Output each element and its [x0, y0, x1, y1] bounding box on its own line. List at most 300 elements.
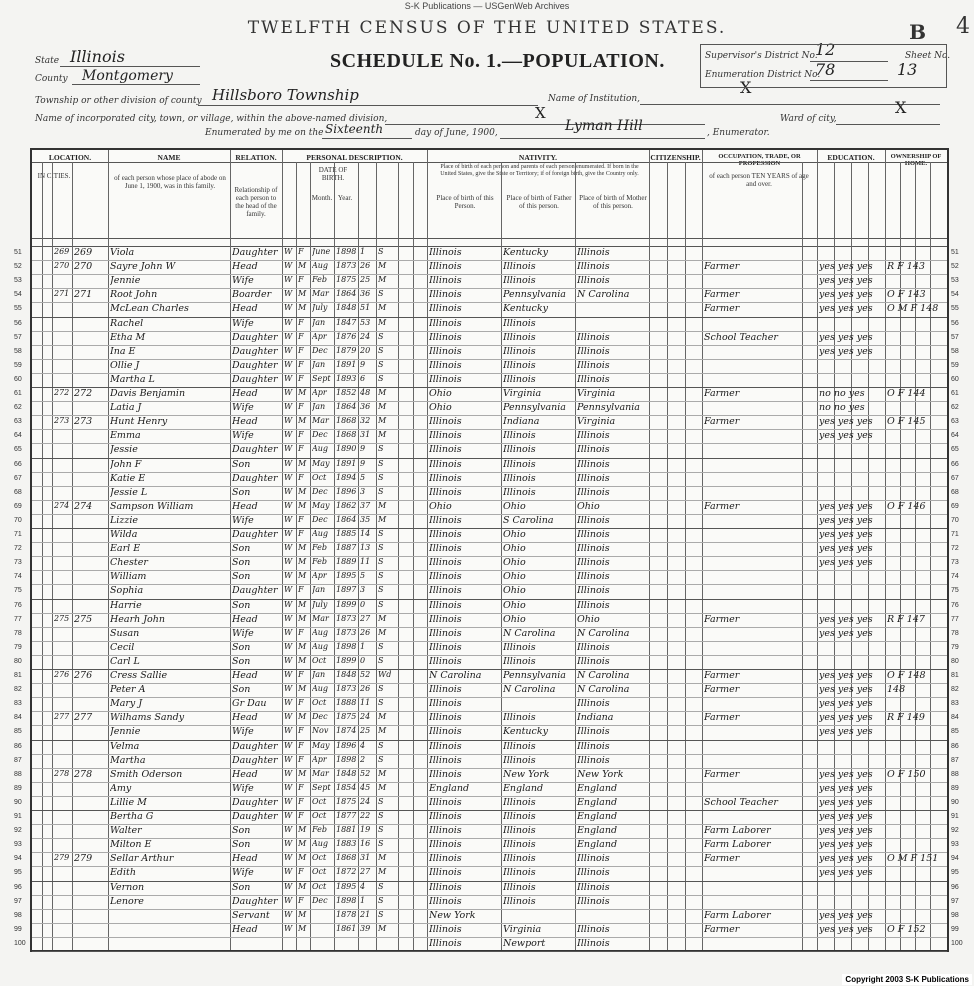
cell-age: 24 — [360, 712, 371, 722]
page-mark: 4 — [956, 14, 970, 39]
cell-birth: Illinois — [429, 303, 462, 315]
cell-own: 148 — [887, 684, 906, 696]
ward-line — [836, 124, 940, 125]
row-number: 81 — [14, 672, 22, 679]
cell-sex: M — [298, 289, 307, 299]
cell-family: 272 — [74, 388, 93, 399]
cell-occupation: Farmer — [704, 670, 740, 681]
cell-age: 0 — [360, 599, 366, 609]
cell-year: 1876 — [336, 331, 357, 341]
cell-year: 1899 — [336, 655, 357, 665]
row-number: 55 — [14, 305, 22, 313]
row-number-right: 99 — [951, 925, 959, 933]
cell-edu: yes yes yes — [819, 261, 873, 273]
row-number-right: 94 — [951, 855, 959, 863]
cell-color: W — [284, 557, 293, 567]
cell-year: 1847 — [336, 317, 357, 327]
cell-father: Illinois — [503, 754, 536, 766]
cell-age: 19 — [360, 825, 371, 835]
column-rule — [427, 150, 428, 950]
cell-father: Illinois — [503, 261, 536, 273]
row-number-right: 87 — [951, 756, 959, 764]
cell-year: 1883 — [336, 839, 357, 849]
cell-mother: England — [577, 782, 618, 794]
cell-sex: F — [298, 698, 304, 708]
cell-mother: England — [577, 839, 618, 851]
cell-edu: yes yes yes — [819, 613, 873, 625]
cell-edu: no no yes — [819, 402, 865, 414]
row-number-right: 51 — [951, 249, 959, 256]
row-number-right: 88 — [951, 770, 959, 778]
cell-relation: Daughter — [232, 345, 278, 357]
cell-month: June — [312, 247, 331, 256]
cell-father: Illinois — [503, 641, 536, 653]
cell-age: 6 — [360, 373, 366, 383]
cell-month: Jan — [312, 670, 326, 679]
cell-married: S — [378, 247, 384, 256]
row-number: 86 — [14, 742, 22, 750]
cell-year: 1873 — [336, 613, 357, 623]
cell-married: S — [378, 825, 384, 835]
cell-month: Oct — [312, 881, 327, 891]
cell-year: 1864 — [336, 514, 357, 524]
cell-birth: Illinois — [429, 331, 462, 343]
state-label: State — [35, 56, 60, 66]
cell-color: W — [284, 796, 293, 806]
cell-birth: Illinois — [429, 655, 462, 667]
row-number-right: 55 — [951, 305, 959, 313]
cell-married: M — [378, 726, 387, 736]
cell-relation: Son — [232, 825, 251, 837]
cell-father: Ohio — [503, 599, 526, 611]
cell-age: 25 — [360, 275, 371, 285]
cell-birth: Illinois — [429, 853, 462, 865]
cell-color: W — [284, 402, 293, 412]
subheader-birth-mother: Place of birth of Mother of this person. — [579, 194, 647, 210]
column-rule — [817, 150, 818, 950]
cell-mother: Illinois — [577, 543, 610, 555]
cell-month: Oct — [312, 655, 327, 665]
row-number-right: 60 — [951, 375, 959, 383]
cell-name: Edith — [110, 867, 136, 879]
cell-father: Illinois — [503, 839, 536, 851]
cell-month: Feb — [312, 825, 327, 835]
cell-father: New York — [503, 768, 550, 780]
cell-relation: Daughter — [232, 796, 278, 808]
cell-edu: yes yes yes — [819, 430, 873, 442]
township-value: Hillsboro Township — [212, 86, 359, 104]
cell-age: 3 — [360, 486, 366, 496]
cell-age: 32 — [360, 416, 371, 426]
cell-dwelling: 276 — [54, 670, 70, 679]
cell-sex: F — [298, 247, 304, 256]
cell-mother: Illinois — [577, 726, 610, 738]
cell-name: Davis Benjamin — [110, 388, 186, 399]
cell-color: W — [284, 247, 293, 256]
cell-sex: M — [298, 388, 307, 397]
cell-birth: Illinois — [429, 811, 462, 822]
cell-year: 1879 — [336, 345, 357, 355]
cell-edu: yes yes yes — [819, 627, 873, 639]
cell-relation: Daughter — [232, 895, 278, 907]
cell-birth: Illinois — [429, 514, 462, 526]
subheader-birth-person: Place of birth of this Person. — [436, 194, 494, 210]
row-number: 58 — [14, 347, 22, 355]
cell-mother: Illinois — [577, 261, 610, 273]
cell-year: 1877 — [336, 811, 357, 820]
cell-own: O F 152 — [887, 923, 926, 935]
cell-age: 24 — [360, 331, 371, 341]
cell-month: May — [312, 500, 330, 510]
cell-relation: Head — [232, 416, 258, 428]
cell-color: W — [284, 275, 293, 285]
row-number-right: 98 — [951, 911, 959, 919]
cell-occupation: Farmer — [704, 303, 740, 315]
row-number: 78 — [14, 629, 22, 637]
cell-own: O F 146 — [887, 500, 926, 512]
cell-married: M — [378, 416, 387, 426]
cell-birth: Illinois — [429, 768, 462, 780]
cell-mother: Virginia — [577, 416, 616, 428]
cell-name: Carl L — [110, 655, 140, 667]
cell-sex: F — [298, 514, 304, 524]
cell-mother: Illinois — [577, 895, 610, 907]
cell-married: M — [378, 402, 387, 412]
cell-year: 1895 — [336, 571, 357, 581]
cell-own: O M F 151 — [887, 853, 939, 865]
cell-father: Illinois — [503, 486, 536, 498]
cell-edu: yes yes yes — [819, 768, 873, 780]
cell-edu: yes yes yes — [819, 275, 873, 287]
subheader-year: Year. — [337, 194, 353, 202]
row-number-right: 56 — [951, 319, 959, 327]
cell-month: July — [312, 303, 328, 313]
cell-relation: Son — [232, 641, 251, 653]
cell-month: Jan — [312, 317, 326, 327]
cell-color: W — [284, 923, 293, 933]
cell-month: Oct — [312, 853, 327, 863]
cell-father: Illinois — [503, 740, 536, 752]
cell-age: 14 — [360, 529, 371, 538]
cell-sex: F — [298, 331, 304, 341]
cell-name: Hearh John — [110, 613, 166, 625]
cell-age: 3 — [360, 585, 366, 595]
cell-year: 1891 — [336, 359, 357, 369]
cell-own: O F 145 — [887, 416, 926, 428]
row-number: 65 — [14, 446, 22, 454]
row-number-right: 97 — [951, 897, 959, 905]
cell-color: W — [284, 867, 293, 877]
row-number-right: 64 — [951, 432, 959, 440]
cell-relation: Daughter — [232, 373, 278, 385]
cell-married: S — [378, 486, 384, 496]
cell-edu: no no yes — [819, 388, 865, 399]
cell-mother: Illinois — [577, 275, 610, 287]
cell-birth: Ohio — [429, 500, 452, 512]
township-label: Township or other division of county — [35, 96, 202, 106]
column-rule — [282, 150, 283, 950]
cell-month: Apr — [312, 754, 327, 764]
cell-birth: Illinois — [429, 529, 462, 540]
cell-age: 5 — [360, 472, 366, 482]
cell-relation: Son — [232, 543, 251, 555]
subheader-birth-father: Place of birth of Father of this person. — [506, 194, 572, 210]
cell-occupation: Farmer — [704, 416, 740, 428]
cell-age: 1 — [360, 247, 366, 256]
cell-month: July — [312, 599, 328, 609]
cell-name: Sellar Arthur — [110, 853, 174, 865]
cell-name: Ollie J — [110, 359, 140, 371]
cell-married: S — [378, 289, 384, 299]
cell-own: O M F 148 — [887, 303, 939, 315]
cell-father: Illinois — [503, 811, 536, 822]
cell-edu: yes yes yes — [819, 670, 873, 681]
cell-father: Illinois — [503, 825, 536, 837]
cell-married: S — [378, 641, 384, 651]
cell-month: Mar — [312, 768, 329, 778]
cell-relation: Head — [232, 500, 258, 512]
cell-birth: Illinois — [429, 684, 462, 696]
cell-married: M — [378, 500, 387, 510]
cell-age: 26 — [360, 627, 371, 637]
cell-month: Feb — [312, 275, 327, 285]
cell-occupation: School Teacher — [704, 796, 778, 808]
cell-mother: Illinois — [577, 331, 610, 343]
cell-birth: Illinois — [429, 627, 462, 639]
row-number: 77 — [14, 615, 22, 623]
cell-birth: Illinois — [429, 275, 462, 287]
group-education: EDUCATION. — [827, 153, 875, 162]
cell-occupation: School Teacher — [704, 331, 778, 343]
enumeration-value: 78 — [815, 60, 836, 79]
cell-edu: yes yes yes — [819, 726, 873, 738]
cell-name: Lizzie — [110, 514, 139, 526]
cell-year: 1888 — [336, 698, 357, 708]
cell-edu: yes yes yes — [819, 909, 873, 921]
cell-sex: M — [298, 500, 307, 510]
row-number-right: 77 — [951, 615, 959, 623]
cell-color: W — [284, 444, 293, 454]
cell-married: M — [378, 712, 387, 722]
cell-birth: Illinois — [429, 486, 462, 498]
cell-relation: Head — [232, 853, 258, 865]
cell-mother: Illinois — [577, 571, 610, 583]
cell-name: Jessie L — [110, 486, 148, 498]
cell-sex: F — [298, 726, 304, 736]
cell-color: W — [284, 500, 293, 510]
cell-father: Illinois — [503, 712, 536, 724]
cell-family: 275 — [74, 613, 93, 625]
cell-mother: Illinois — [577, 514, 610, 526]
cell-father: Ohio — [503, 500, 526, 512]
cell-relation: Head — [232, 768, 258, 780]
cell-occupation: Farmer — [704, 768, 740, 780]
row-number: 85 — [14, 728, 22, 736]
cell-age: 11 — [360, 557, 371, 567]
cell-mother: New York — [577, 768, 624, 780]
cell-relation: Daughter — [232, 754, 278, 766]
cell-age: 4 — [360, 881, 366, 891]
row-number: 62 — [14, 404, 22, 412]
cell-relation: Wife — [232, 317, 254, 329]
cell-relation: Daughter — [232, 444, 278, 456]
row-number: 63 — [14, 418, 22, 426]
cell-birth: Illinois — [429, 247, 462, 258]
cell-color: W — [284, 613, 293, 623]
row-number: 59 — [14, 361, 22, 369]
cell-month: Jan — [312, 402, 326, 412]
cell-age: 25 — [360, 726, 371, 736]
cell-birth: Illinois — [429, 712, 462, 724]
cell-mother: Virginia — [577, 388, 616, 399]
row-number: 64 — [14, 432, 22, 440]
cell-family: 269 — [74, 247, 93, 258]
cell-name: Cress Sallie — [110, 670, 168, 681]
cell-name: Smith Oderson — [110, 768, 183, 780]
cell-sex: F — [298, 670, 304, 679]
cell-relation: Son — [232, 557, 251, 569]
row-number-right: 74 — [951, 573, 959, 581]
cell-married: S — [378, 754, 384, 764]
cell-dwelling: 270 — [54, 261, 70, 271]
cell-own: O F 148 — [887, 670, 926, 681]
cell-dwelling: 278 — [54, 768, 70, 778]
cell-own: O F 143 — [887, 289, 926, 301]
cell-father: Illinois — [503, 881, 536, 893]
cell-month: May — [312, 740, 330, 750]
cell-dwelling: 277 — [54, 712, 70, 722]
cell-sex: F — [298, 444, 304, 454]
cell-color: W — [284, 388, 293, 397]
row-number: 97 — [14, 897, 22, 905]
cell-mother: Illinois — [577, 853, 610, 865]
row-number-right: 72 — [951, 545, 959, 553]
cell-year: 1898 — [336, 754, 357, 764]
cell-color: W — [284, 373, 293, 383]
cell-sex: F — [298, 430, 304, 440]
cell-birth: Illinois — [429, 895, 462, 907]
cell-name: Katie E — [110, 472, 146, 484]
column-rule — [649, 150, 650, 950]
enumerated-day: Sixteenth — [325, 122, 384, 136]
row-number: 89 — [14, 784, 22, 792]
cell-married: S — [378, 585, 384, 595]
cell-relation: Head — [232, 712, 258, 724]
row-number: 98 — [14, 911, 22, 919]
row-number-right: 73 — [951, 559, 959, 567]
schedule-letter: B — [909, 20, 926, 44]
row-number-right: 79 — [951, 643, 959, 651]
cell-birth: Illinois — [429, 458, 462, 470]
cell-father: Kentucky — [503, 303, 548, 315]
cell-dwelling: 275 — [54, 613, 70, 623]
cell-year: 1885 — [336, 529, 357, 538]
cell-sex: M — [298, 881, 307, 891]
cell-father: Newport — [503, 937, 546, 949]
cell-mother: Ohio — [577, 613, 600, 625]
cell-color: W — [284, 909, 293, 919]
cell-married: S — [378, 472, 384, 482]
cell-month: Apr — [312, 571, 327, 581]
cell-birth: Illinois — [429, 937, 462, 949]
cell-sex: F — [298, 895, 304, 905]
cell-year: 1895 — [336, 881, 357, 891]
cell-color: W — [284, 684, 293, 694]
cell-year: 1897 — [336, 585, 357, 595]
cell-year: 1848 — [336, 768, 357, 778]
cell-dwelling: 269 — [54, 247, 70, 256]
cell-sex: M — [298, 712, 307, 722]
row-number-right: 59 — [951, 361, 959, 369]
cell-age: 4 — [360, 740, 366, 750]
cell-age: 0 — [360, 655, 366, 665]
cell-birth: Illinois — [429, 585, 462, 597]
group-citizenship: CITIZENSHIP. — [650, 153, 701, 162]
row-number-right: 71 — [951, 531, 959, 538]
cell-married: S — [378, 331, 384, 341]
cell-married: M — [378, 317, 387, 327]
cell-married: M — [378, 261, 387, 271]
cell-relation: Daughter — [232, 811, 278, 822]
cell-married: S — [378, 599, 384, 609]
cell-age: 27 — [360, 613, 371, 623]
cell-mother: Illinois — [577, 585, 610, 597]
cell-sex: F — [298, 359, 304, 369]
cell-age: 26 — [360, 684, 371, 694]
subheader-occupation-desc: of each person TEN YEARS of age and over. — [709, 172, 809, 188]
cell-name: Amy — [110, 782, 132, 794]
cell-mother: Illinois — [577, 881, 610, 893]
cell-relation: Head — [232, 613, 258, 625]
cell-father: Illinois — [503, 796, 536, 808]
row-number: 80 — [14, 657, 22, 665]
ward-value: X — [895, 98, 907, 117]
cell-relation: Daughter — [232, 247, 278, 258]
cell-married: M — [378, 275, 387, 285]
cell-relation: Wife — [232, 726, 254, 738]
cell-age: 31 — [360, 853, 371, 863]
cell-edu: yes yes yes — [819, 796, 873, 808]
cell-birth: Illinois — [429, 599, 462, 611]
row-number: 88 — [14, 770, 22, 778]
cell-age: 9 — [360, 444, 366, 454]
cell-father: England — [503, 782, 544, 794]
county-value: Montgomery — [82, 68, 173, 84]
cell-dwelling: 271 — [54, 289, 70, 299]
row-number: 54 — [14, 291, 22, 299]
cell-name: Jessie — [110, 444, 138, 456]
cell-father: Ohio — [503, 571, 526, 583]
cell-family: 271 — [74, 289, 93, 301]
cell-father: Ohio — [503, 585, 526, 597]
cell-married: S — [378, 796, 384, 806]
cell-color: W — [284, 486, 293, 496]
cell-sex: F — [298, 402, 304, 412]
cell-married: M — [378, 923, 387, 933]
cell-married: M — [378, 853, 387, 863]
row-number: 84 — [14, 714, 22, 722]
cell-edu: yes yes yes — [819, 500, 873, 512]
cell-married: S — [378, 543, 384, 553]
cell-birth: Illinois — [429, 472, 462, 484]
cell-married: M — [378, 782, 387, 792]
cell-relation: Son — [232, 571, 251, 583]
cell-birth: Illinois — [429, 345, 462, 357]
cell-father: Illinois — [503, 430, 536, 442]
cell-name: Etha M — [110, 331, 146, 343]
cell-relation: Son — [232, 458, 251, 470]
cell-name: Lenore — [110, 895, 144, 907]
